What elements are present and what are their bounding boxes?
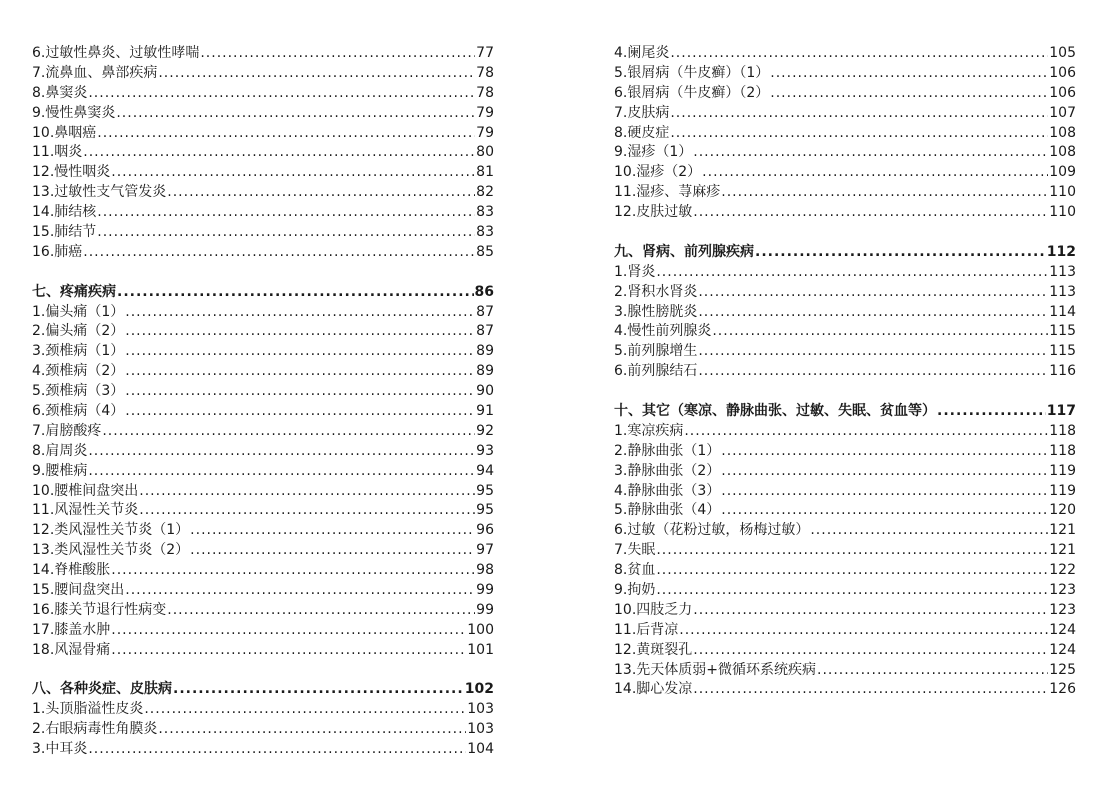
entry-title: 1.寒凉疾病 bbox=[614, 422, 684, 439]
toc-entry bbox=[32, 561, 494, 581]
dot-leader bbox=[770, 64, 1048, 84]
entry-title: 10.腰椎间盘突出 bbox=[32, 482, 139, 499]
page-number: 94 bbox=[476, 462, 494, 479]
toc-entry bbox=[614, 163, 1076, 183]
dot-leader bbox=[88, 462, 475, 482]
page-number: 113 bbox=[1049, 283, 1076, 300]
page-number: 124 bbox=[1049, 621, 1076, 638]
page-number: 87 bbox=[476, 323, 494, 340]
toc-entry bbox=[32, 163, 494, 183]
dot-leader bbox=[97, 203, 475, 223]
page-number: 79 bbox=[476, 104, 494, 121]
dot-leader bbox=[693, 641, 1048, 661]
dot-leader bbox=[817, 661, 1048, 681]
entry-title: 17.膝盖水肿 bbox=[32, 621, 111, 638]
dot-leader bbox=[125, 322, 475, 342]
page-number: 120 bbox=[1049, 502, 1076, 519]
dot-leader bbox=[810, 521, 1048, 541]
toc-entry bbox=[32, 442, 494, 462]
dot-leader bbox=[97, 124, 475, 144]
toc-entry bbox=[32, 740, 494, 760]
dot-leader bbox=[670, 104, 1048, 124]
dot-leader bbox=[698, 362, 1048, 382]
toc-entry bbox=[32, 183, 494, 203]
entry-title: 4.颈椎病（2） bbox=[32, 363, 125, 380]
entry-title: 12.慢性咽炎 bbox=[32, 164, 111, 181]
entry-title: 1.肾炎 bbox=[614, 263, 656, 280]
page-number: 123 bbox=[1049, 582, 1076, 599]
toc-entry bbox=[614, 541, 1076, 561]
toc-entry bbox=[614, 263, 1076, 283]
dot-leader bbox=[111, 561, 475, 581]
dot-leader bbox=[139, 501, 475, 521]
toc-entry bbox=[614, 124, 1076, 144]
toc-entry bbox=[614, 601, 1076, 621]
toc-entry bbox=[614, 661, 1076, 681]
page-number: 100 bbox=[467, 621, 494, 638]
toc-entry bbox=[614, 183, 1076, 203]
dot-leader bbox=[167, 183, 475, 203]
entry-title: 2.右眼病毒性角膜炎 bbox=[32, 721, 158, 738]
entry-title: 4.阑尾炎 bbox=[614, 44, 670, 61]
page-number: 86 bbox=[474, 283, 494, 300]
page-number: 107 bbox=[1049, 104, 1076, 121]
page-number: 113 bbox=[1049, 263, 1076, 280]
entry-title: 3.颈椎病（1） bbox=[32, 343, 125, 360]
dot-leader bbox=[144, 700, 466, 720]
page-number: 101 bbox=[467, 641, 494, 658]
dot-leader bbox=[693, 680, 1048, 700]
toc-entry bbox=[614, 322, 1076, 342]
dot-leader bbox=[111, 163, 475, 183]
dot-leader bbox=[770, 84, 1048, 104]
toc-entry bbox=[614, 641, 1076, 661]
entry-title: 7.肩膀酸疼 bbox=[32, 422, 102, 439]
page-number: 83 bbox=[476, 224, 494, 240]
toc-entry bbox=[32, 303, 494, 323]
toc-entry bbox=[32, 44, 494, 64]
entry-title: 11.湿疹、荨麻疹 bbox=[614, 184, 721, 201]
toc-entry bbox=[614, 521, 1076, 541]
dot-leader bbox=[111, 641, 466, 661]
dot-leader bbox=[684, 422, 1048, 442]
entry-title: 18.风湿骨痛 bbox=[32, 641, 111, 658]
page-number: 116 bbox=[1049, 363, 1076, 380]
toc-entry bbox=[32, 382, 494, 402]
toc-section-heading bbox=[32, 283, 494, 303]
page-number: 78 bbox=[476, 64, 494, 81]
dot-leader bbox=[125, 342, 475, 362]
dot-leader bbox=[83, 243, 475, 263]
toc-entry bbox=[32, 104, 494, 124]
dot-leader bbox=[721, 183, 1048, 203]
dot-leader bbox=[698, 303, 1048, 323]
dot-leader bbox=[698, 283, 1048, 303]
dot-leader bbox=[693, 143, 1048, 163]
dot-leader bbox=[158, 720, 466, 740]
dot-leader bbox=[670, 44, 1048, 64]
page-number: 108 bbox=[1049, 124, 1076, 141]
entry-title: 6.过敏（花粉过敏，杨梅过敏） bbox=[614, 522, 810, 539]
dot-leader bbox=[167, 601, 475, 621]
entry-title: 8.肩周炎 bbox=[32, 442, 88, 459]
page-number: 118 bbox=[1049, 422, 1076, 439]
toc-section-heading bbox=[614, 243, 1076, 263]
toc-entry bbox=[32, 203, 494, 223]
toc-entry bbox=[32, 342, 494, 362]
dot-leader bbox=[158, 64, 475, 84]
entry-title: 10.湿疹（2） bbox=[614, 164, 702, 181]
dot-leader bbox=[656, 561, 1048, 581]
page-number: 79 bbox=[476, 124, 494, 141]
page-number: 89 bbox=[476, 343, 494, 360]
toc-entry bbox=[32, 700, 494, 720]
toc-entry bbox=[614, 422, 1076, 442]
entry-title: 9.腰椎病 bbox=[32, 462, 88, 479]
page-number: 106 bbox=[1049, 84, 1076, 101]
entry-title: 9.湿疹（1） bbox=[614, 144, 693, 161]
section-title: 七、疼痛疾病 bbox=[32, 283, 116, 300]
dot-leader bbox=[190, 541, 475, 561]
page-number: 99 bbox=[476, 601, 494, 618]
entry-title: 16.膝关节退行性病变 bbox=[32, 601, 167, 618]
dot-leader bbox=[721, 462, 1048, 482]
page-number: 99 bbox=[476, 582, 494, 599]
page-number: 102 bbox=[464, 681, 494, 698]
entry-title: 6.颈椎病（4） bbox=[32, 403, 125, 420]
entry-title: 9.拘奶 bbox=[614, 582, 656, 599]
entry-title: 2.偏头痛（2） bbox=[32, 323, 125, 340]
toc-section-heading bbox=[614, 402, 1076, 422]
page-number: 104 bbox=[467, 741, 494, 758]
page-number: 126 bbox=[1049, 681, 1076, 698]
dot-leader bbox=[702, 163, 1048, 183]
toc-entry bbox=[32, 362, 494, 382]
toc-entry bbox=[32, 243, 494, 263]
toc-entry bbox=[614, 561, 1076, 581]
entry-title: 13.先天体质弱+微循环系统疾病 bbox=[614, 661, 816, 678]
entry-title: 11.风湿性关节炎 bbox=[32, 502, 139, 519]
page-number: 110 bbox=[1049, 184, 1076, 201]
toc-entry bbox=[614, 104, 1076, 124]
toc-entry bbox=[614, 84, 1076, 104]
toc-entry bbox=[32, 641, 494, 661]
dot-leader bbox=[755, 243, 1046, 263]
toc-entry bbox=[614, 442, 1076, 462]
page-number: 98 bbox=[476, 562, 494, 579]
entry-title: 12.皮肤过敏 bbox=[614, 204, 693, 221]
page-number: 95 bbox=[476, 502, 494, 519]
dot-leader bbox=[97, 223, 475, 243]
toc-entry bbox=[32, 501, 494, 521]
page-number: 122 bbox=[1049, 562, 1076, 579]
page-number: 109 bbox=[1049, 164, 1076, 181]
entry-title: 16.肺癌 bbox=[32, 243, 83, 260]
toc-entry bbox=[32, 521, 494, 541]
toc-entry bbox=[614, 581, 1076, 601]
section-spacer bbox=[32, 263, 494, 283]
toc-entry bbox=[614, 303, 1076, 323]
dot-leader bbox=[111, 621, 466, 641]
page-number: 110 bbox=[1049, 204, 1076, 221]
page-number: 118 bbox=[1049, 442, 1076, 459]
dot-leader bbox=[88, 442, 475, 462]
toc-entry bbox=[614, 681, 1076, 701]
entry-title: 8.贫血 bbox=[614, 562, 656, 579]
page-number: 114 bbox=[1049, 303, 1076, 320]
page-number: 77 bbox=[476, 44, 494, 61]
dot-leader bbox=[656, 263, 1048, 283]
entry-title: 4.静脉曲张（3） bbox=[614, 482, 721, 499]
page-number: 89 bbox=[476, 363, 494, 380]
dot-leader bbox=[125, 581, 475, 601]
toc-entry bbox=[614, 462, 1076, 482]
dot-leader bbox=[88, 84, 475, 104]
dot-leader bbox=[679, 621, 1048, 641]
entry-title: 1.头顶脂溢性皮炎 bbox=[32, 701, 144, 718]
page-number: 124 bbox=[1049, 641, 1076, 658]
toc-entry bbox=[32, 601, 494, 621]
page-number: 96 bbox=[476, 522, 494, 539]
page-number: 106 bbox=[1049, 64, 1076, 81]
dot-leader bbox=[88, 740, 466, 760]
dot-leader bbox=[200, 44, 475, 64]
toc-entry bbox=[32, 143, 494, 163]
dot-leader bbox=[721, 482, 1048, 502]
dot-leader bbox=[116, 104, 475, 124]
entry-title: 6.银屑病（牛皮癣）（2） bbox=[614, 84, 770, 101]
page-number: 119 bbox=[1049, 482, 1076, 499]
page-number: 115 bbox=[1049, 343, 1076, 360]
entry-title: 1.偏头痛（1） bbox=[32, 303, 125, 320]
dot-leader bbox=[102, 422, 475, 442]
entry-title: 12.黄斑裂孔 bbox=[614, 641, 693, 658]
entry-title: 3.腺性膀胱炎 bbox=[614, 303, 698, 320]
dot-leader bbox=[125, 303, 475, 323]
entry-title: 2.静脉曲张（1） bbox=[614, 442, 721, 459]
dot-leader bbox=[83, 143, 475, 163]
toc-entry bbox=[614, 342, 1076, 362]
page-number: 93 bbox=[476, 442, 494, 459]
dot-leader bbox=[712, 322, 1048, 342]
toc-entry bbox=[32, 541, 494, 561]
entry-title: 14.脚心发凉 bbox=[614, 681, 693, 698]
dot-leader bbox=[937, 402, 1046, 422]
section-spacer bbox=[614, 223, 1076, 243]
toc-entry bbox=[614, 64, 1076, 84]
entry-title: 14.肺结核 bbox=[32, 204, 97, 221]
toc-entry bbox=[614, 203, 1076, 223]
entry-title: 6.前列腺结石 bbox=[614, 363, 698, 380]
dot-leader bbox=[721, 442, 1048, 462]
toc-entry bbox=[32, 482, 494, 502]
page-number: 95 bbox=[476, 482, 494, 499]
toc-entry bbox=[614, 621, 1076, 641]
dot-leader bbox=[139, 482, 475, 502]
dot-leader bbox=[173, 680, 464, 700]
page-number: 103 bbox=[467, 701, 494, 718]
page-number: 112 bbox=[1046, 243, 1076, 260]
dot-leader bbox=[698, 342, 1048, 362]
section-title: 十、其它（寒凉、静脉曲张、过敏、失眠、贫血等） bbox=[614, 403, 936, 420]
entry-title: 5.静脉曲张（4） bbox=[614, 502, 721, 519]
toc-entry bbox=[614, 501, 1076, 521]
page-number: 80 bbox=[476, 144, 494, 161]
page-number: 91 bbox=[476, 403, 494, 420]
toc-entry bbox=[32, 422, 494, 442]
entry-title: 8.鼻窦炎 bbox=[32, 84, 88, 101]
dot-leader bbox=[693, 203, 1048, 223]
toc-entry bbox=[32, 322, 494, 342]
entry-title: 10.鼻咽癌 bbox=[32, 124, 97, 141]
toc-entry bbox=[32, 223, 494, 243]
entry-title: 11.咽炎 bbox=[32, 144, 83, 161]
toc-entry bbox=[32, 581, 494, 601]
dot-leader bbox=[721, 501, 1048, 521]
page-number: 78 bbox=[476, 84, 494, 101]
page-number: 121 bbox=[1049, 542, 1076, 559]
toc-entry bbox=[32, 84, 494, 104]
toc-right-column bbox=[614, 44, 1076, 700]
toc-section-heading bbox=[32, 681, 494, 701]
entry-title: 13.过敏性支气管发炎 bbox=[32, 184, 167, 201]
page-number: 90 bbox=[476, 383, 494, 400]
entry-title: 3.中耳炎 bbox=[32, 741, 88, 758]
entry-title: 5.银屑病（牛皮癣）（1） bbox=[614, 64, 770, 81]
entry-title: 7.失眠 bbox=[614, 542, 656, 559]
entry-title: 10.四肢乏力 bbox=[614, 601, 693, 618]
section-title: 八、各种炎症、皮肤病 bbox=[32, 681, 172, 698]
dot-leader bbox=[117, 283, 474, 303]
entry-title: 12.类风湿性关节炎（1） bbox=[32, 522, 190, 539]
page-number: 119 bbox=[1049, 462, 1076, 479]
toc-entry bbox=[32, 621, 494, 641]
toc-entry bbox=[614, 44, 1076, 64]
entry-title: 4.慢性前列腺炎 bbox=[614, 323, 712, 340]
entry-title: 7.皮肤病 bbox=[614, 104, 670, 121]
dot-leader bbox=[190, 521, 475, 541]
entry-title: 14.脊椎酸胀 bbox=[32, 562, 111, 579]
dot-leader bbox=[125, 362, 475, 382]
toc-left-column bbox=[32, 44, 494, 760]
page-number: 92 bbox=[476, 422, 494, 439]
dot-leader bbox=[656, 541, 1048, 561]
toc-entry bbox=[614, 362, 1076, 382]
page-number: 85 bbox=[476, 243, 494, 260]
toc-entry bbox=[614, 283, 1076, 303]
entry-title: 2.肾积水肾炎 bbox=[614, 283, 698, 300]
page-number: 123 bbox=[1049, 601, 1076, 618]
page-number: 105 bbox=[1049, 44, 1076, 61]
section-title: 九、肾病、前列腺疾病 bbox=[614, 243, 754, 260]
page-number: 103 bbox=[467, 721, 494, 738]
entry-title: 5.前列腺增生 bbox=[614, 343, 698, 360]
section-spacer bbox=[614, 382, 1076, 402]
page-number: 121 bbox=[1049, 522, 1076, 539]
dot-leader bbox=[693, 601, 1048, 621]
toc-entry bbox=[32, 402, 494, 422]
toc-entry bbox=[32, 64, 494, 84]
dot-leader bbox=[670, 124, 1048, 144]
entry-title: 15.肺结节 bbox=[32, 224, 97, 240]
toc-entry bbox=[614, 482, 1076, 502]
page-number: 81 bbox=[476, 164, 494, 181]
page-number: 125 bbox=[1049, 661, 1076, 678]
entry-title: 8.硬皮症 bbox=[614, 124, 670, 141]
toc-entry bbox=[32, 720, 494, 740]
page-number: 115 bbox=[1049, 323, 1076, 340]
page-number: 97 bbox=[476, 542, 494, 559]
entry-title: 5.颈椎病（3） bbox=[32, 383, 125, 400]
toc-entry bbox=[32, 462, 494, 482]
entry-title: 3.静脉曲张（2） bbox=[614, 462, 721, 479]
page-number: 82 bbox=[476, 184, 494, 201]
entry-title: 9.慢性鼻窦炎 bbox=[32, 104, 116, 121]
page-number: 117 bbox=[1046, 403, 1076, 420]
dot-leader bbox=[125, 382, 475, 402]
section-spacer bbox=[32, 661, 494, 681]
entry-title: 11.后背凉 bbox=[614, 621, 679, 638]
dot-leader bbox=[656, 581, 1048, 601]
page-number: 87 bbox=[476, 303, 494, 320]
page-number: 108 bbox=[1049, 144, 1076, 161]
page-number: 83 bbox=[476, 204, 494, 221]
dot-leader bbox=[125, 402, 475, 422]
entry-title: 15.腰间盘突出 bbox=[32, 582, 125, 599]
entry-title: 6.过敏性鼻炎、过敏性哮喘 bbox=[32, 44, 200, 61]
entry-title: 13.类风湿性关节炎（2） bbox=[32, 542, 190, 559]
toc-entry bbox=[32, 124, 494, 144]
toc-entry bbox=[614, 143, 1076, 163]
entry-title: 7.流鼻血、鼻部疾病 bbox=[32, 64, 158, 81]
